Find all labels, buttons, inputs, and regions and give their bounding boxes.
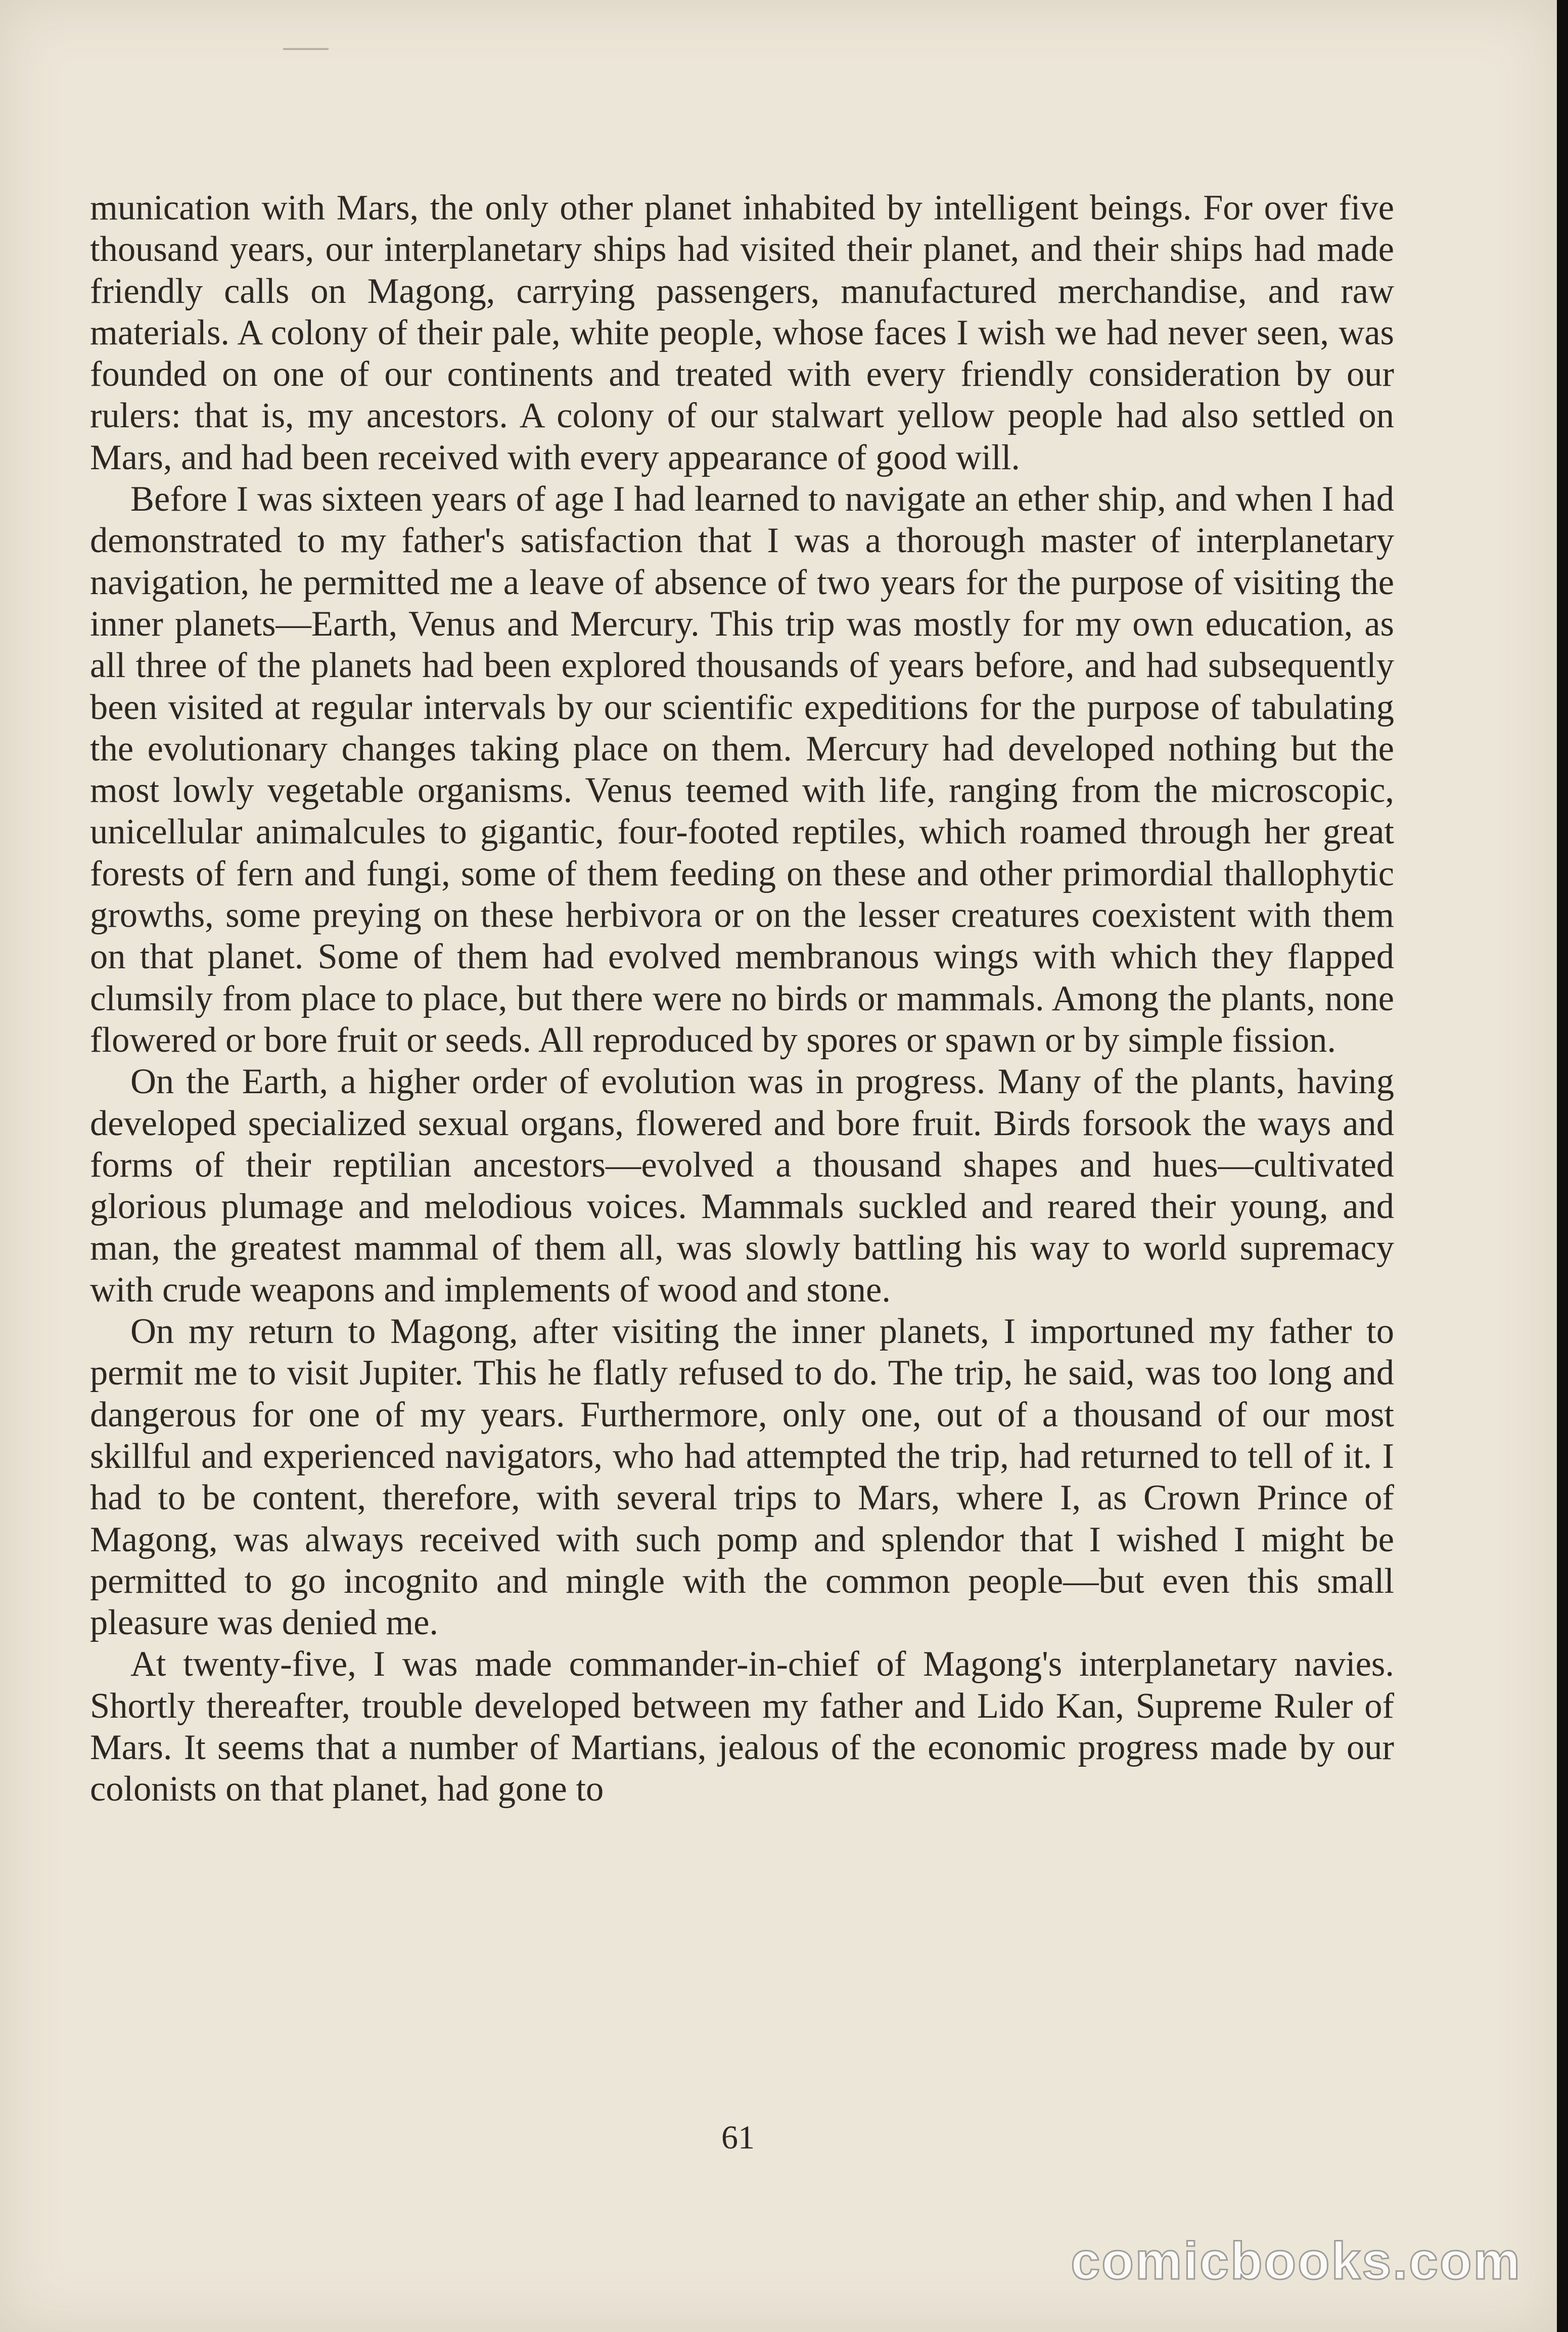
paragraph-4: On my return to Magong, after visiting the inner planets, I importuned my father to permit me to visit Jupiter. This he flatly refused to do. The trip, he said, was too long and dangerous for one of my years. Furthermore, only one, out of a thousand of our most skillful and experienced navigators, who had attempted the trip, had returned to tell of it. I had to be content, therefore, with several trips to Mars, where I, as Crown Prince of Magong, was always received with such pomp and splendor that I wished I might be permitted to go incognito and mingle with the common people—but even this small pleasure was denied me. (90, 1312, 1394, 1643)
body-text (90, 187, 1394, 1810)
ink-mark (283, 48, 329, 50)
paragraph-1: munication with Mars, the only other planet inhabited by intelligent beings. For over five thousand years, our interplanetary ships had visited their planet, and their ships had made friendly calls on Magong, carrying passengers, manufactured merchandise, and raw materials. A colony of their pale, white people, whose faces I wish we had never seen, was founded on one of our continents and treated with every friendly consideration by our rulers: that is, my ancestors. A colony of our stalwart yellow people had also settled on Mars, and had been received with every appearance of good will. (90, 188, 1394, 477)
page-edge-shadow (1557, 0, 1568, 2332)
paragraph-2: Before I was sixteen years of age I had learned to navigate an ether ship, and when I had demonstrated to my father's satisfaction that I was a thorough master of interplanetary navigation, he permitted me a leave of absence of two years for the purpose of visiting the inner planets—Earth, Venus and Mercury. This trip was mostly for my own education, as all three of the planets had been explored thousands of years before, and had subsequently been visited at regular intervals by our scientific expeditions for the purpose of tabulating the evolutionary changes taking place on them. Mercury had developed nothing but the most lowly vegetable organisms. Venus teemed with life, ranging from the microscopic, unicellular animalcules to gigantic, four-footed reptiles, which roamed through her great forests of fern and fungi, some of them feeding on these and other primordial thallophytic growths, some preying on these herbivora or on the lesser creatures coexistent with them on that planet. Some of them had evolved membranous wings with which they flapped clumsily from place to place, but there were no birds or mammals. Among the plants, none flowered or bore fruit or seeds. All reproduced by spores or spawn or by simple fission. (90, 479, 1394, 1060)
watermark: comicbooks.com (1071, 2232, 1521, 2291)
paragraph-5: At twenty-five, I was made commander-in-chief of Magong's interplanetary navies. Shortly thereafter, trouble developed between my father and Lido Kan, Supreme Ruler of Mars. It seems that a number of Martians, jealous of the economic progress made by our colonists on that planet, had gone to (90, 1644, 1394, 1809)
paragraph-3: On the Earth, a higher order of evolution was in progress. Many of the plants, having developed specialized sexual organs, flowered and bore fruit. Birds forsook the ways and forms of their reptilian ancestors—evolved a thousand shapes and hues—cultivated glorious plumage and melodious voices. Mammals suckled and reared their young, and man, the greatest mammal of them all, was slowly battling his way to world supremacy with crude weapons and implements of wood and stone. (90, 1062, 1394, 1310)
page-number: 61 (721, 2119, 755, 2156)
